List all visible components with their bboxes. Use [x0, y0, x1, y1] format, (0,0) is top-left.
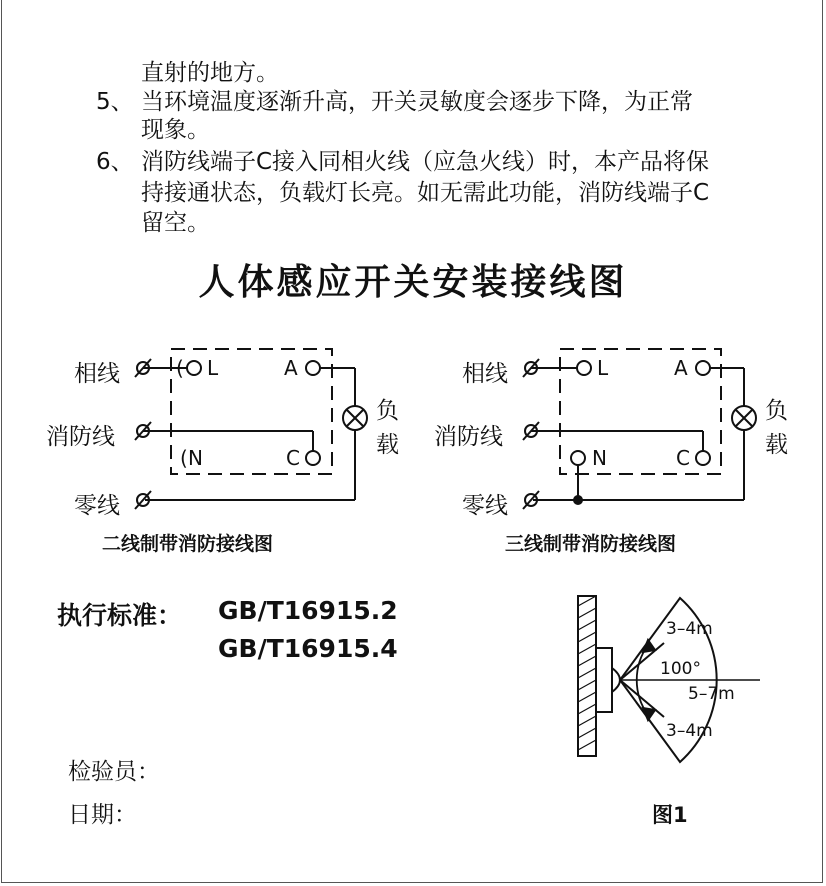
three-wire-load-label-2: 载 — [765, 432, 788, 458]
three-wire-term-C: C — [676, 446, 690, 470]
figure1-caption: 图1 — [652, 803, 688, 827]
three-wire-term-A: A — [674, 356, 688, 380]
range-top-label: 3–4m — [666, 619, 713, 639]
three-wire-terminal-C — [696, 451, 710, 465]
two-wire-fire-label: 消防线 — [46, 424, 115, 450]
two-wire-live-label: 相线 — [74, 361, 120, 387]
two-wire-neutral-label: 零线 — [74, 493, 120, 519]
date-label: 日期： — [68, 802, 137, 828]
range-bottom-label: 3–4m — [666, 721, 713, 741]
note-item-6-line2: 持接通状态，负载灯长亮。如无需此功能，消防线端子C — [141, 180, 710, 206]
three-wire-load-label-1: 负 — [765, 398, 788, 424]
three-wire-live-label: 相线 — [462, 361, 508, 387]
three-wire-neutral-label: 零线 — [462, 493, 508, 519]
two-wire-terminal-L — [187, 361, 201, 375]
three-wire-term-N: N — [592, 446, 607, 470]
two-wire-diagram — [135, 349, 367, 509]
standard-label: 执行标准： — [57, 601, 183, 630]
standard-code-1: GB/T16915.2 — [218, 596, 398, 625]
range-mid-label: 5–7m — [688, 684, 735, 704]
three-wire-diagram — [523, 349, 756, 509]
standard-code-2: GB/T16915.4 — [218, 634, 398, 663]
note-continuation: 直射的地方。 — [141, 60, 279, 86]
two-wire-term-N: N — [188, 446, 203, 470]
inspector-label: 检验员： — [68, 759, 160, 785]
three-wire-term-L: L — [597, 356, 609, 380]
three-wire-terminal-L — [577, 361, 591, 375]
note-item-5-line2: 现象。 — [141, 117, 210, 143]
sensor-body — [596, 648, 612, 712]
two-wire-term-A: A — [284, 356, 298, 380]
note-item-5-number: 5、 — [96, 89, 134, 115]
two-wire-terminal-A — [306, 361, 320, 375]
two-wire-load-label-1: 负 — [376, 398, 399, 424]
three-wire-terminal-A — [696, 361, 710, 375]
two-wire-term-L: L — [207, 356, 219, 380]
three-wire-terminal-N — [571, 451, 585, 465]
note-item-6-line3: 留空。 — [141, 210, 210, 236]
page-title: 人体感应开关安装接线图 — [198, 262, 628, 303]
note-item-5-text: 当环境温度逐渐升高，开关灵敏度会逐步下降，为正常 — [141, 89, 693, 115]
two-wire-load-label-2: 载 — [376, 432, 399, 458]
three-wire-caption: 三线制带消防接线图 — [505, 533, 677, 555]
two-wire-bracket-N: ( — [180, 446, 188, 470]
note-item-6-number: 6、 — [96, 149, 134, 175]
two-wire-caption: 二线制带消防接线图 — [102, 533, 274, 555]
two-wire-term-C: C — [286, 446, 300, 470]
three-wire-fire-label: 消防线 — [434, 424, 503, 450]
angle-label: 100° — [660, 659, 701, 679]
two-wire-terminal-C — [306, 451, 320, 465]
two-wire-bracket-L: ( — [176, 356, 184, 380]
note-item-6-text: 消防线端子C接入同相火线（应急火线）时，本产品将保 — [141, 149, 710, 175]
